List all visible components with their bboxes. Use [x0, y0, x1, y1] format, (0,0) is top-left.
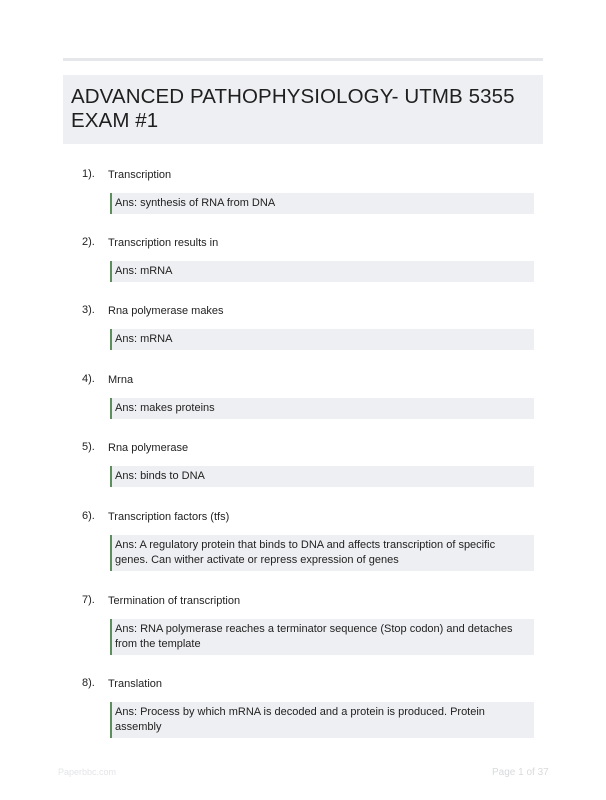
answer-box: Ans: A regulatory protein that binds to DNA and affects transcription of specific genes. Can wither activate or repress expression of genes: [110, 535, 534, 571]
question-number: 5).: [82, 441, 95, 453]
answer-box: Ans: mRNA: [110, 329, 534, 350]
question-number: 2).: [82, 236, 95, 248]
question-text: Transcription factors (tfs): [108, 511, 230, 523]
question-text: Mrna: [108, 374, 134, 386]
question-text: Termination of transcription: [108, 595, 241, 607]
question-text: Transcription results in: [108, 237, 219, 249]
title-box: [63, 75, 543, 144]
question-number: 1).: [82, 168, 95, 180]
question-text: Translation: [108, 678, 163, 690]
answer-box: Ans: synthesis of RNA from DNA: [110, 193, 534, 214]
question-text: Rna polymerase makes: [108, 305, 224, 317]
answer-box: Ans: binds to DNA: [110, 466, 534, 487]
question-text: Transcription: [108, 169, 172, 181]
answer-box: Ans: Process by which mRNA is decoded and a protein is produced. Protein assembly: [110, 702, 534, 738]
question-number: 6).: [82, 510, 95, 522]
question-number: 7).: [82, 594, 95, 606]
top-divider: [63, 58, 543, 61]
question-number: 8).: [82, 677, 95, 689]
answer-box: Ans: mRNA: [110, 261, 534, 282]
page-number: Page 1 of 37: [492, 767, 549, 778]
page-title: ADVANCED PATHOPHYSIOLOGY- UTMB 5355 EXAM #1: [71, 85, 515, 132]
question-number: 3).: [82, 304, 95, 316]
answer-box: Ans: makes proteins: [110, 398, 534, 419]
footer-watermark: Paperbbc.com: [58, 767, 117, 777]
question-text: Rna polymerase: [108, 442, 189, 454]
answer-box: Ans: RNA polymerase reaches a terminator sequence (Stop codon) and detaches from the template: [110, 619, 534, 655]
question-number: 4).: [82, 373, 95, 385]
